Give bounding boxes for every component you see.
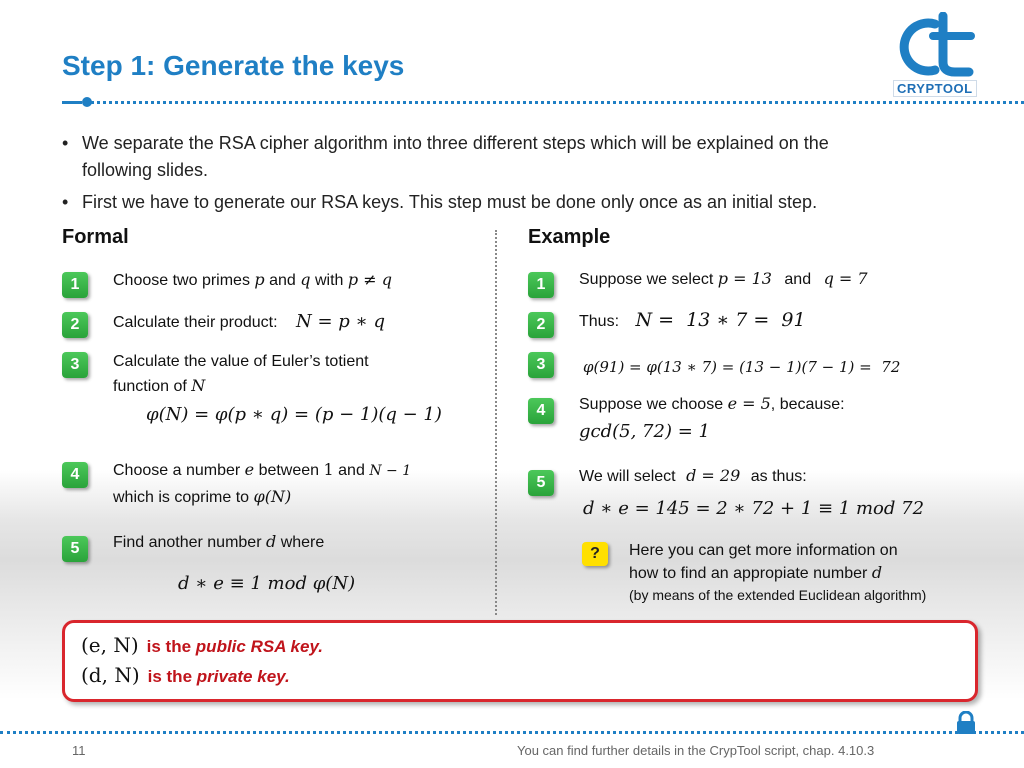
formal-step-4-text: Choose a number e between 1 and N − 1 which is coprime to φ(N) — [113, 460, 412, 506]
intro-bullets — [62, 130, 942, 221]
public-key-pair: (e, N) — [81, 633, 139, 657]
example-step-1-badge: 1 — [528, 272, 554, 298]
column-divider — [495, 230, 497, 615]
example-totient-calc: φ(91) = φ(13 ∗ 7) = (13 − 1)(7 − 1) = 72 — [583, 358, 901, 376]
formal-step-3-badge: 3 — [62, 352, 88, 378]
key-summary-box — [62, 620, 978, 702]
bullet-item: • We separate the RSA cipher algorithm into three different steps which will be explained on the following slides. — [62, 130, 882, 184]
example-inverse-calc: d ∗ e = 145 = 2 ∗ 72 + 1 ≡ 1 mod 72 — [583, 498, 925, 519]
title-divider — [62, 101, 1024, 104]
example-gcd: gcd(5, 72) = 1 — [579, 421, 710, 442]
private-key-pair: (d, N) — [81, 663, 140, 687]
example-step-1-text: Suppose we select p = 13 and q = 7 — [579, 269, 868, 288]
example-heading: Example — [528, 226, 611, 248]
formal-step-3-text: Calculate the value of Euler’s totient function of N — [113, 353, 369, 395]
formal-step-1-text: Choose two primes p and q with p ≠ q — [113, 270, 392, 289]
help-question-button[interactable]: ? — [582, 542, 608, 566]
formal-heading: Formal — [62, 226, 129, 248]
formal-step-1-badge: 1 — [62, 272, 88, 298]
formal-inverse-formula: d ∗ e ≡ 1 mod φ(N) — [178, 573, 356, 594]
private-key-line: (d, N) is the private key. — [81, 663, 290, 687]
formal-step-2-text: Calculate their product: N = p ∗ q — [113, 311, 385, 332]
footer-note: You can find further details in the CrypTool script, chap. 4.10.3 — [517, 743, 875, 758]
formal-step-5-badge: 5 — [62, 536, 88, 562]
page-number: 11 — [72, 743, 86, 758]
formal-step-5-text: Find another number d where — [113, 532, 325, 551]
example-step-4-badge: 4 — [528, 398, 554, 424]
example-step-2-badge: 2 — [528, 312, 554, 338]
divider-pin — [62, 97, 90, 107]
example-step-3-badge: 3 — [528, 352, 554, 378]
public-key-line: (e, N) is the public RSA key. — [81, 633, 324, 657]
footer-divider — [0, 731, 1024, 734]
example-step-5-text: We will select d = 29 as thus: — [579, 466, 807, 485]
example-step-5-badge: 5 — [528, 470, 554, 496]
lock-icon — [955, 711, 977, 735]
help-text[interactable]: Here you can get more information on how to find an appropiate number d (by means of the extended Euclidean algorithm) — [629, 542, 927, 603]
formal-totient-formula: φ(N) = φ(p ∗ q) = (p − 1)(q − 1) — [146, 404, 442, 425]
slide-title: Step 1: Generate the keys — [62, 50, 405, 81]
example-step-4-text: Suppose we choose e = 5, because: gcd(5, 72) = 1 — [579, 394, 845, 442]
formal-step-2-badge: 2 — [62, 312, 88, 338]
bullet-item: • First we have to generate our RSA keys. This step must be done only once as an initial step. — [62, 189, 942, 216]
logo-wordmark: CRYPTOOL — [893, 80, 977, 97]
example-step-2-text: Thus: N = 13 ∗ 7 = 91 — [579, 309, 806, 331]
formal-step-4-badge: 4 — [62, 462, 88, 488]
